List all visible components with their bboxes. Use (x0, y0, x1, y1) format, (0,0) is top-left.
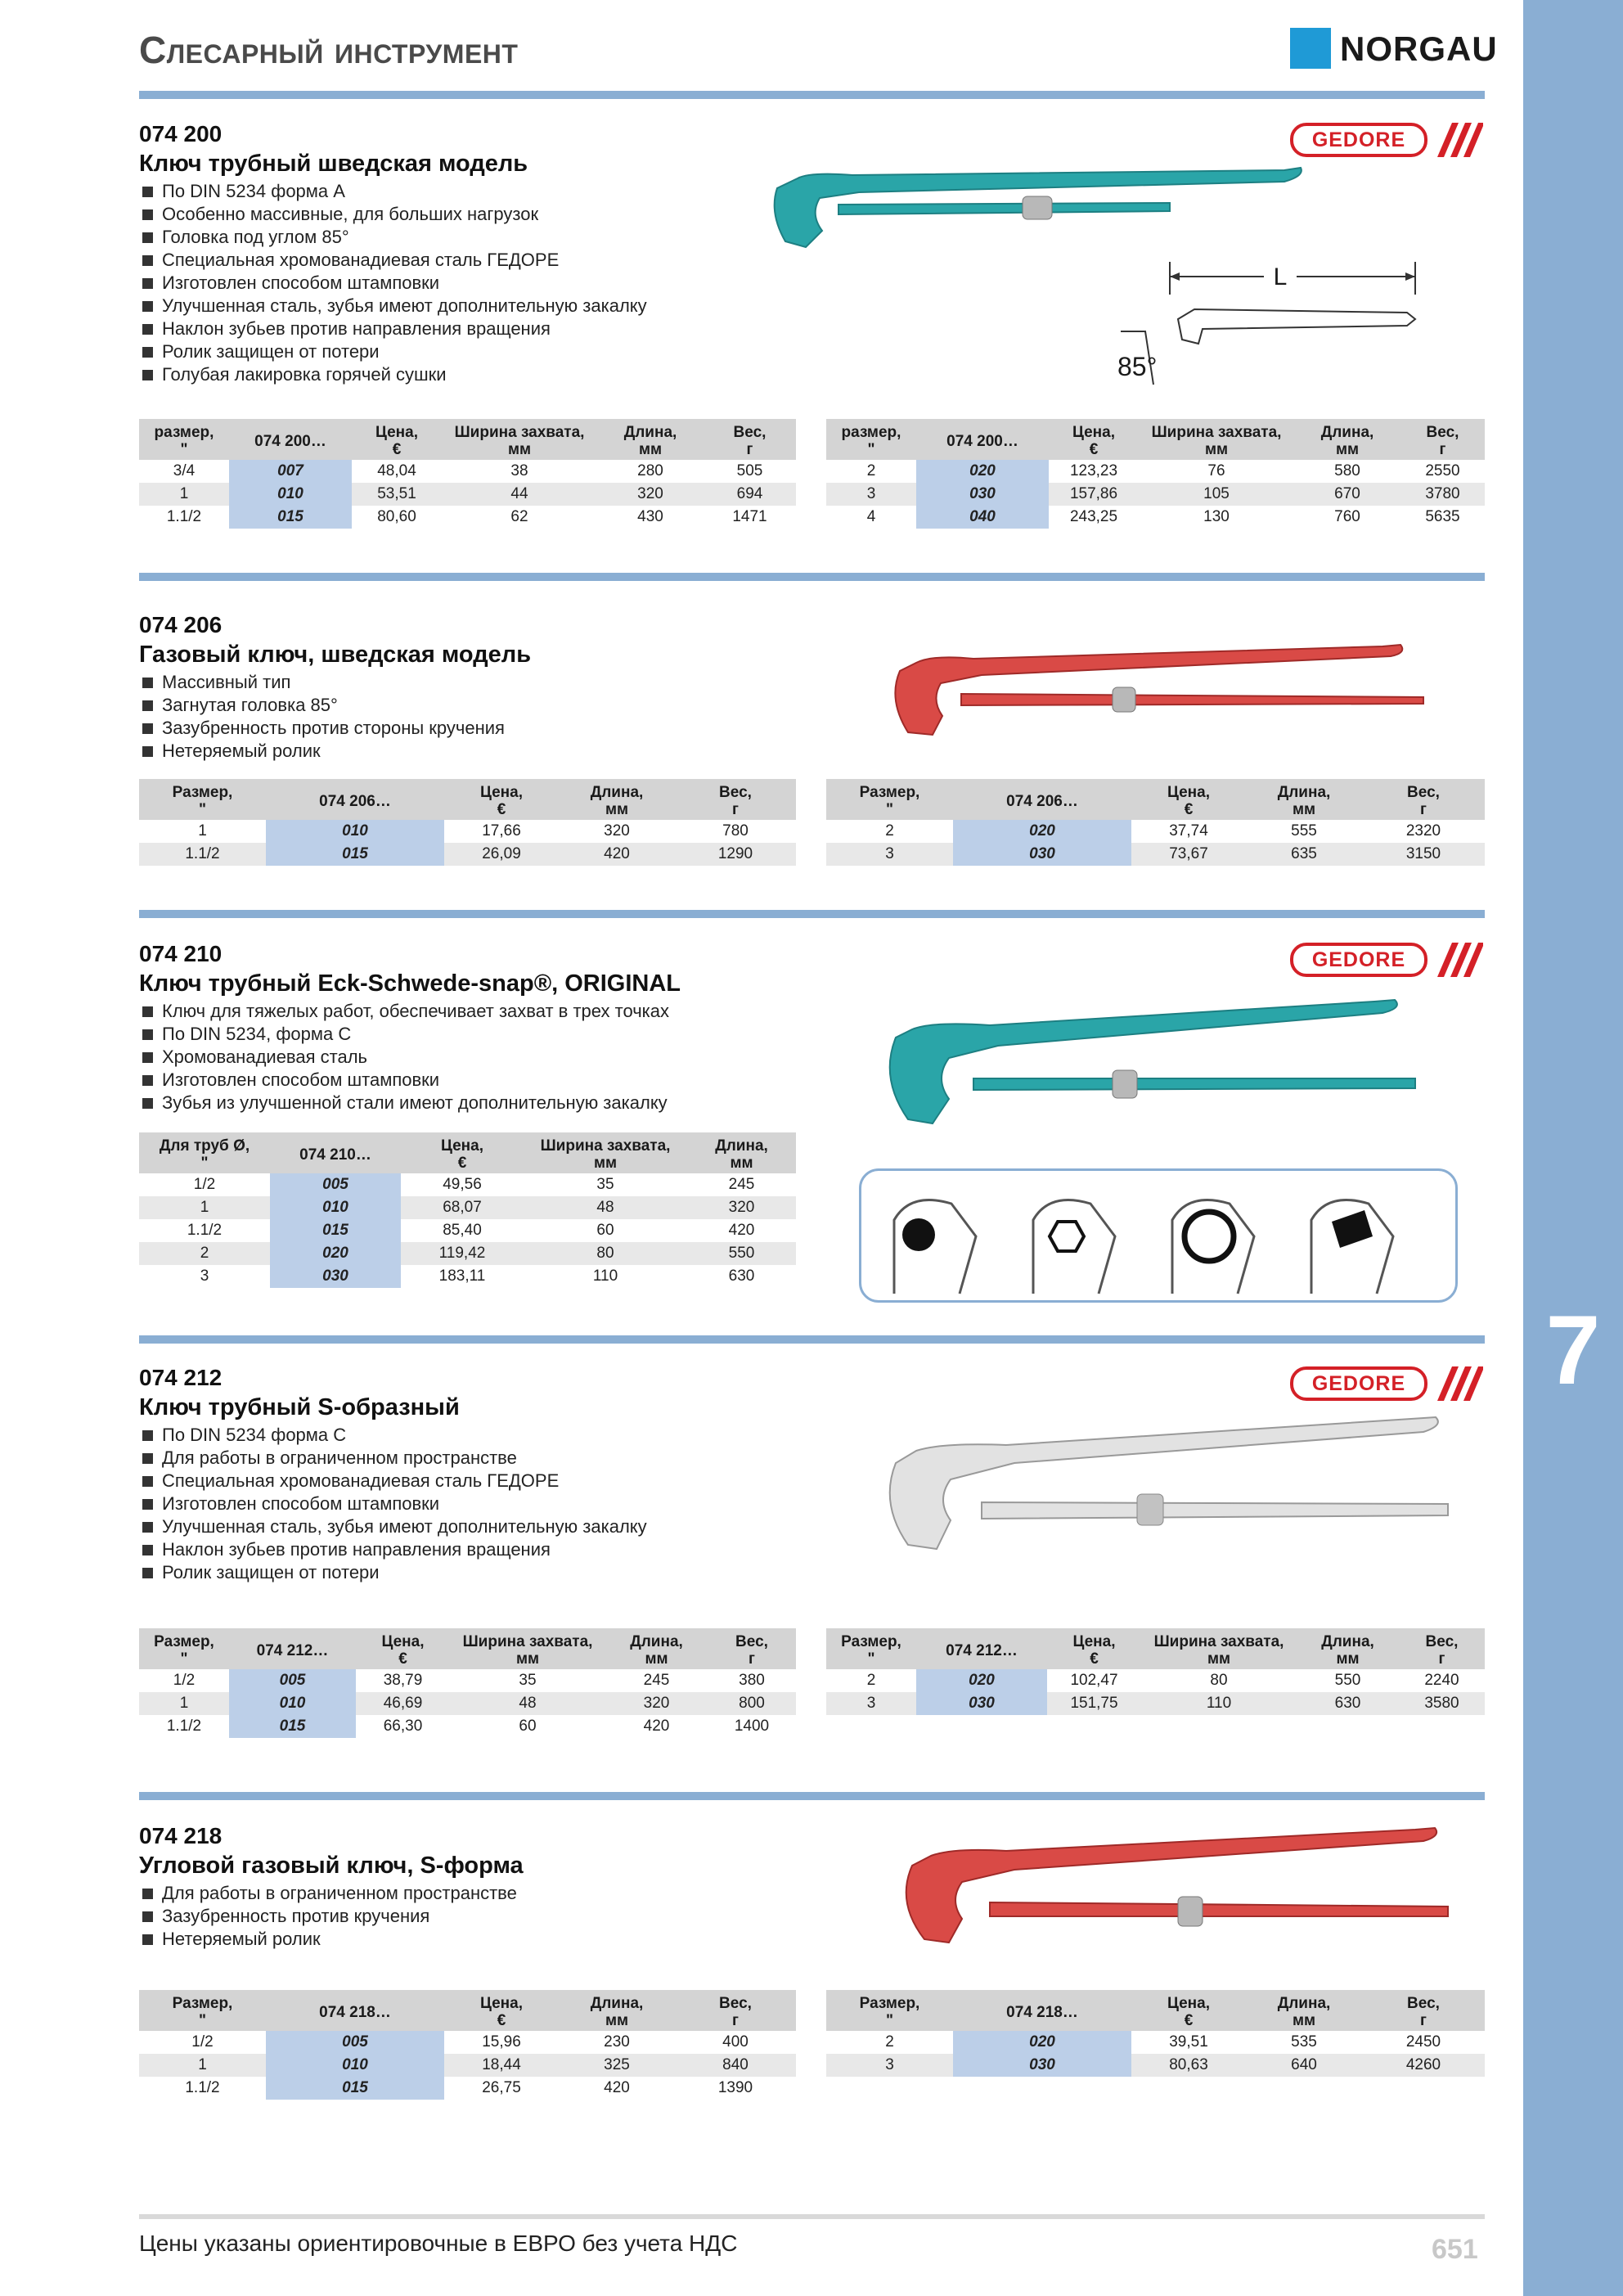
table-cell: 37,74 (1169, 822, 1208, 840)
table-cell: 48 (524, 1196, 687, 1219)
table-cell: 68,07 (401, 1196, 524, 1219)
table-cell: 3 (826, 843, 953, 866)
article-name: Ключ трубный шведская модель (139, 151, 528, 177)
feature-item: Голубая лакировка горячей сушки (141, 363, 647, 386)
table-row (139, 1265, 796, 1288)
table-header: 074 206… (953, 779, 1131, 820)
table-cell: 102,47 (1070, 1672, 1118, 1689)
table-cell: 320 (597, 483, 704, 506)
spec-table (139, 419, 796, 529)
table-cell: 73,67 (1131, 843, 1246, 866)
brand-name: NORGAU (1340, 29, 1498, 68)
gedore-logo: GEDORE (1290, 123, 1483, 155)
table-cell: 3780 (1400, 483, 1485, 506)
table-cell: 38,79 (383, 1672, 423, 1689)
blue-pipe-wrench-icon (761, 155, 1333, 262)
red-gas-wrench-icon (883, 638, 1440, 745)
grip-diagram-box (859, 1168, 1458, 1303)
table-cell: 2450 (1405, 2033, 1441, 2051)
spec-table (139, 1990, 796, 2100)
feature-item: Хромованадиевая сталь (141, 1046, 669, 1069)
feature-item: Специальная хромованадиевая сталь ГЕДОРЕ (141, 249, 647, 272)
table-header: 074 210… (270, 1132, 401, 1173)
feature-item: Головка под углом 85° (141, 226, 647, 249)
table-cell: 66,30 (383, 1717, 423, 1735)
table-cell: 4 (866, 508, 876, 525)
article-code: 074 218 (139, 1823, 223, 1848)
table-cell: 35 (519, 1672, 537, 1689)
article-suffix-cell: 015 (229, 506, 352, 529)
feature-item: Специальная хромованадиевая сталь ГЕДОРЕ (141, 1470, 647, 1492)
feature-item: Зазубренность против кручения (141, 1905, 517, 1928)
table-cell: 46,69 (356, 1692, 450, 1715)
article-suffix-cell: 015 (266, 843, 444, 866)
table-cell: 1 (139, 483, 229, 506)
table-cell: 60 (519, 1717, 537, 1735)
table-header: 074 212… (916, 1628, 1047, 1669)
table-header: Длина, мм (1246, 779, 1362, 820)
table-header: Длина, мм (1294, 419, 1400, 460)
table-row (139, 483, 796, 506)
length-label: L (1273, 263, 1288, 290)
table-row (826, 1692, 1485, 1715)
table-cell: 400 (722, 2033, 749, 2051)
table-cell: 630 (1297, 1692, 1399, 1715)
table-header: Размер, " (139, 1628, 229, 1669)
table-row (826, 2054, 1485, 2077)
table-header: Ширина захвата, мм (524, 1132, 687, 1173)
table-cell: 1290 (675, 843, 796, 866)
table-cell: 151,75 (1047, 1692, 1141, 1715)
table-header: Вес, г (704, 419, 796, 460)
feature-list (141, 1424, 647, 1584)
table-cell: 1 (139, 2054, 266, 2077)
table-cell: 1.1/2 (185, 2079, 220, 2096)
table-cell: 245 (728, 1176, 755, 1193)
table-cell: 53,51 (352, 483, 442, 506)
table-cell: 60 (596, 1222, 614, 1239)
article-suffix-cell: 015 (270, 1219, 401, 1242)
feature-item: Изготовлен способом штамповки (141, 1069, 669, 1092)
table-cell: 1/2 (173, 1672, 196, 1689)
gedore-logo: GEDORE (1290, 943, 1483, 975)
table-row (139, 1669, 796, 1692)
table-cell: 3580 (1399, 1692, 1485, 1715)
feature-item: Зубья из улучшенной стали имеют дополнительную закалку (141, 1092, 669, 1114)
table-header: Длина, мм (1246, 1990, 1362, 2031)
article-code: 074 210 (139, 941, 223, 966)
table-cell: 1 (139, 1692, 229, 1715)
table-row (139, 2054, 796, 2077)
table-cell: 3 (826, 483, 916, 506)
table-header: Ширина захвата, мм (1139, 419, 1294, 460)
table-cell: 3 (200, 1267, 209, 1285)
table-cell: 3150 (1362, 843, 1485, 866)
table-header: Размер, " (139, 779, 266, 820)
feature-item: Ролик защищен от потери (141, 340, 647, 363)
table-cell: 1/2 (191, 2033, 214, 2051)
brand-logo-square (1290, 28, 1331, 69)
feature-item: Для работы в ограниченном пространстве (141, 1882, 517, 1905)
table-cell: 535 (1291, 2033, 1317, 2051)
table-header: 074 200… (229, 419, 352, 460)
table-cell: 630 (728, 1267, 755, 1285)
chapter-sidebar (1523, 0, 1623, 2296)
table-header: Цена, € (1049, 419, 1139, 460)
table-row (826, 820, 1485, 843)
table-cell: 1.1/2 (187, 1222, 223, 1239)
article-suffix-cell: 005 (270, 1173, 401, 1196)
table-row (139, 1173, 796, 1196)
section-divider (139, 91, 1485, 99)
wrench-image (875, 997, 1432, 1136)
feature-item: Улучшенная сталь, зубья имеют дополнительную закалку (141, 1515, 647, 1538)
article-name: Угловой газовый ключ, S-форма (139, 1853, 524, 1879)
angle-label: 85° (1117, 352, 1158, 381)
table-cell: 420 (559, 843, 675, 866)
article-suffix-cell: 010 (229, 483, 352, 506)
feature-item: Зазубренность против стороны кручения (141, 717, 505, 740)
table-header: 074 218… (953, 1990, 1131, 2031)
spec-table (139, 1628, 796, 1738)
table-header: Цена, € (1131, 1990, 1246, 2031)
feature-item: Ключ для тяжелых работ, обеспечивает захват в трех точках (141, 1000, 669, 1023)
table-row (826, 483, 1485, 506)
table-row (139, 820, 796, 843)
table-cell: 2 (885, 2033, 894, 2051)
table-cell: 505 (736, 462, 763, 479)
table-cell: 1 (198, 822, 207, 840)
table-cell: 2 (139, 1242, 270, 1265)
table-cell: 320 (687, 1196, 796, 1219)
table-cell: 580 (1334, 462, 1360, 479)
table-cell: 550 (687, 1242, 796, 1265)
table-row (139, 1715, 796, 1738)
feature-item: По DIN 5234 форма А (141, 180, 647, 203)
table-header: Размер, " (826, 1990, 953, 2031)
feature-item: Улучшенная сталь, зубья имеют дополнительную закалку (141, 295, 647, 317)
table-cell: 62 (510, 508, 528, 525)
table-cell: 1.1/2 (166, 508, 202, 525)
table-cell: 17,66 (482, 822, 521, 840)
table-cell: 110 (592, 1267, 618, 1285)
gedore-logo: GEDORE (1290, 1366, 1483, 1399)
table-cell: 35 (596, 1176, 614, 1193)
article-suffix-cell: 020 (916, 460, 1049, 483)
article-code: 074 206 (139, 612, 223, 637)
table-row (826, 506, 1485, 529)
table-header: Вес, г (1399, 1628, 1485, 1669)
table-cell: 38 (510, 462, 528, 479)
table-cell: 2 (866, 1672, 876, 1689)
table-cell: 1.1/2 (139, 843, 266, 866)
table-cell: 3 (826, 2054, 953, 2077)
table-cell: 1471 (732, 508, 767, 525)
table-cell: 2320 (1405, 822, 1441, 840)
section-divider (139, 1792, 1485, 1800)
wrench-image (761, 155, 1333, 262)
table-cell: 119,42 (401, 1242, 524, 1265)
article-suffix-cell: 020 (953, 820, 1131, 843)
article-suffix-cell: 030 (953, 2054, 1131, 2077)
spec-table (826, 419, 1485, 529)
article-suffix-cell: 010 (266, 820, 444, 843)
feature-item: Ролик защищен от потери (141, 1561, 647, 1584)
table-cell: 157,86 (1049, 483, 1139, 506)
table-cell: 80 (524, 1242, 687, 1265)
table-header: Длина, мм (559, 1990, 675, 2031)
article-suffix-cell: 005 (266, 2031, 444, 2054)
table-cell: 105 (1139, 483, 1294, 506)
footer-note: Цены указаны ориентировочные в ЕВРО без учета НДС (139, 2231, 738, 2256)
article-suffix-cell: 030 (916, 483, 1049, 506)
article-suffix-cell: 030 (953, 843, 1131, 866)
table-header: Цена, € (1047, 1628, 1141, 1669)
article-name: Ключ трубный Eck-Schwede-snap®, ORIGINAL (139, 970, 681, 997)
table-cell: 2240 (1424, 1672, 1459, 1689)
table-row (826, 2031, 1485, 2054)
article-code: 074 200 (139, 121, 223, 146)
spec-table (139, 1132, 796, 1288)
table-cell: 49,56 (443, 1176, 482, 1193)
article-code: 074 212 (139, 1365, 223, 1390)
table-header: Цена, € (356, 1628, 450, 1669)
table-header: Цена, € (352, 419, 442, 460)
table-cell: 123,23 (1069, 462, 1118, 479)
table-cell: 420 (728, 1222, 755, 1239)
table-cell: 1.1/2 (166, 1717, 202, 1735)
table-header: Вес, г (1400, 419, 1485, 460)
table-row (826, 843, 1485, 866)
table-header: Вес, г (708, 1628, 796, 1669)
feature-item: По DIN 5234 форма С (141, 1424, 647, 1447)
feature-item: Нетеряемый ролик (141, 740, 505, 763)
table-cell: 85,40 (443, 1222, 482, 1239)
table-header: Длина, мм (1297, 1628, 1399, 1669)
table-cell: 4260 (1362, 2054, 1485, 2077)
table-row (139, 1242, 796, 1265)
table-cell: 18,44 (444, 2054, 559, 2077)
table-cell: 130 (1203, 508, 1230, 525)
table-header: размер, " (826, 419, 916, 460)
table-cell: 48,04 (377, 462, 416, 479)
table-cell: 380 (739, 1672, 765, 1689)
article-suffix-cell: 040 (916, 506, 1049, 529)
table-header: Размер, " (139, 1990, 266, 2031)
table-cell: 780 (722, 822, 749, 840)
footer-divider (139, 2214, 1485, 2219)
table-cell: 1/2 (193, 1176, 216, 1193)
table-header: Цена, € (401, 1132, 524, 1173)
page-title: Слесарный инструмент (139, 29, 519, 71)
table-header: Размер, " (826, 1628, 916, 1669)
table-header: Длина, мм (559, 779, 675, 820)
feature-list (141, 1000, 669, 1114)
table-row (826, 1669, 1485, 1692)
table-header: 074 212… (229, 1628, 356, 1669)
table-cell: 80,60 (377, 508, 416, 525)
spec-table (826, 779, 1485, 866)
table-header: Цена, € (1131, 779, 1246, 820)
table-cell: 80,63 (1131, 2054, 1246, 2077)
table-cell: 2 (866, 462, 876, 479)
teal-snap-wrench-icon (875, 997, 1432, 1136)
table-row (139, 843, 796, 866)
table-cell: 1400 (734, 1717, 770, 1735)
chapter-number: 7 (1545, 1295, 1601, 1405)
table-row (139, 1692, 796, 1715)
table-header: размер, " (139, 419, 229, 460)
table-cell: 1390 (717, 2079, 753, 2096)
table-cell: 550 (1334, 1672, 1361, 1689)
table-cell: 420 (604, 2079, 630, 2096)
wrench-image (892, 1825, 1456, 1947)
feature-item: Загнутая головка 85° (141, 694, 505, 717)
article-suffix-cell: 007 (229, 460, 352, 483)
feature-item: Изготовлен способом штамповки (141, 272, 647, 295)
feature-item: По DIN 5234, форма С (141, 1023, 669, 1046)
table-cell: 2550 (1425, 462, 1460, 479)
article-suffix-cell: 010 (266, 2054, 444, 2077)
article-suffix-cell: 010 (229, 1692, 356, 1715)
table-row (826, 460, 1485, 483)
feature-item: Особенно массивные, для больших нагрузок (141, 203, 647, 226)
article-name: Ключ трубный S-образный (139, 1394, 460, 1420)
table-cell: 15,96 (482, 2033, 521, 2051)
table-header: 074 206… (266, 779, 444, 820)
table-cell: 243,25 (1069, 508, 1118, 525)
table-header: 074 218… (266, 1990, 444, 2031)
table-cell: 670 (1294, 483, 1400, 506)
article-suffix-cell: 030 (916, 1692, 1047, 1715)
table-header: Длина, мм (597, 419, 704, 460)
red-s-wrench-icon (892, 1825, 1456, 1947)
article-suffix-cell: 030 (270, 1265, 401, 1288)
silver-s-wrench-icon (875, 1414, 1456, 1561)
wrench-image (875, 1414, 1456, 1561)
table-row (139, 1219, 796, 1242)
spec-table (826, 1990, 1485, 2077)
section-divider (139, 910, 1485, 918)
table-cell: 76 (1207, 462, 1225, 479)
table-header: Для труб Ø, " (139, 1132, 270, 1173)
table-row (139, 1196, 796, 1219)
feature-item: Массивный тип (141, 671, 505, 694)
table-cell: 420 (643, 1717, 670, 1735)
table-header: Ширина захвата, мм (1141, 1628, 1297, 1669)
page-number: 651 (1432, 2234, 1478, 2265)
table-cell: 245 (643, 1672, 670, 1689)
table-header: Цена, € (444, 1990, 559, 2031)
feature-item: Изготовлен способом штамповки (141, 1492, 647, 1515)
table-cell: 183,11 (438, 1267, 486, 1285)
table-header: 074 200… (916, 419, 1049, 460)
article-name: Газовый ключ, шведская модель (139, 642, 532, 668)
table-cell: 1 (139, 1196, 270, 1219)
table-cell: 640 (1246, 2054, 1362, 2077)
feature-item: Нетеряемый ролик (141, 1928, 517, 1951)
table-cell: 555 (1291, 822, 1317, 840)
table-cell: 3/4 (173, 462, 196, 479)
dimension-diagram (1113, 254, 1423, 393)
section-divider (139, 573, 1485, 581)
table-cell: 840 (675, 2054, 796, 2077)
table-row (139, 2031, 796, 2054)
article-suffix-cell: 010 (270, 1196, 401, 1219)
article-suffix-cell: 015 (266, 2077, 444, 2100)
spec-table (139, 779, 796, 866)
table-cell: 694 (704, 483, 796, 506)
feature-item: Наклон зубьев против направления вращения (141, 317, 647, 340)
table-header: Вес, г (675, 1990, 796, 2031)
table-row (139, 506, 796, 529)
table-cell: 280 (637, 462, 663, 479)
table-cell: 3 (826, 1692, 916, 1715)
table-row (139, 460, 796, 483)
table-header: Длина, мм (605, 1628, 708, 1669)
table-cell: 26,09 (444, 843, 559, 866)
table-cell: 800 (708, 1692, 796, 1715)
article-suffix-cell: 015 (229, 1715, 356, 1738)
table-cell: 110 (1141, 1692, 1297, 1715)
spec-table (826, 1628, 1485, 1715)
table-header: Ширина захвата, мм (450, 1628, 605, 1669)
table-cell: 635 (1246, 843, 1362, 866)
article-suffix-cell: 020 (916, 1669, 1047, 1692)
table-header: Длина, мм (687, 1132, 796, 1173)
feature-item: Для работы в ограниченном пространстве (141, 1447, 647, 1470)
table-header: Вес, г (1362, 1990, 1485, 2031)
table-header: Размер, " (826, 779, 953, 820)
table-cell: 2 (885, 822, 894, 840)
feature-list (141, 180, 647, 386)
table-header: Вес, г (1362, 779, 1485, 820)
table-header: Цена, € (444, 779, 559, 820)
feature-item: Наклон зубьев против направления вращения (141, 1538, 647, 1561)
feature-list (141, 671, 505, 763)
table-cell: 39,51 (1169, 2033, 1208, 2051)
table-header: Ширина захвата, мм (442, 419, 597, 460)
table-cell: 430 (637, 508, 663, 525)
table-cell: 5635 (1425, 508, 1460, 525)
feature-list (141, 1882, 517, 1951)
wrench-image (883, 638, 1440, 745)
table-cell: 44 (442, 483, 597, 506)
table-cell: 26,75 (482, 2079, 521, 2096)
table-cell: 320 (605, 1692, 708, 1715)
section-divider (139, 1335, 1485, 1344)
table-row (139, 2077, 796, 2100)
table-cell: 760 (1334, 508, 1360, 525)
table-cell: 325 (559, 2054, 675, 2077)
article-suffix-cell: 020 (953, 2031, 1131, 2054)
table-header: Вес, г (675, 779, 796, 820)
article-suffix-cell: 020 (270, 1242, 401, 1265)
table-cell: 230 (604, 2033, 630, 2051)
article-suffix-cell: 005 (229, 1669, 356, 1692)
table-cell: 320 (604, 822, 630, 840)
table-cell: 80 (1210, 1672, 1228, 1689)
table-cell: 48 (450, 1692, 605, 1715)
